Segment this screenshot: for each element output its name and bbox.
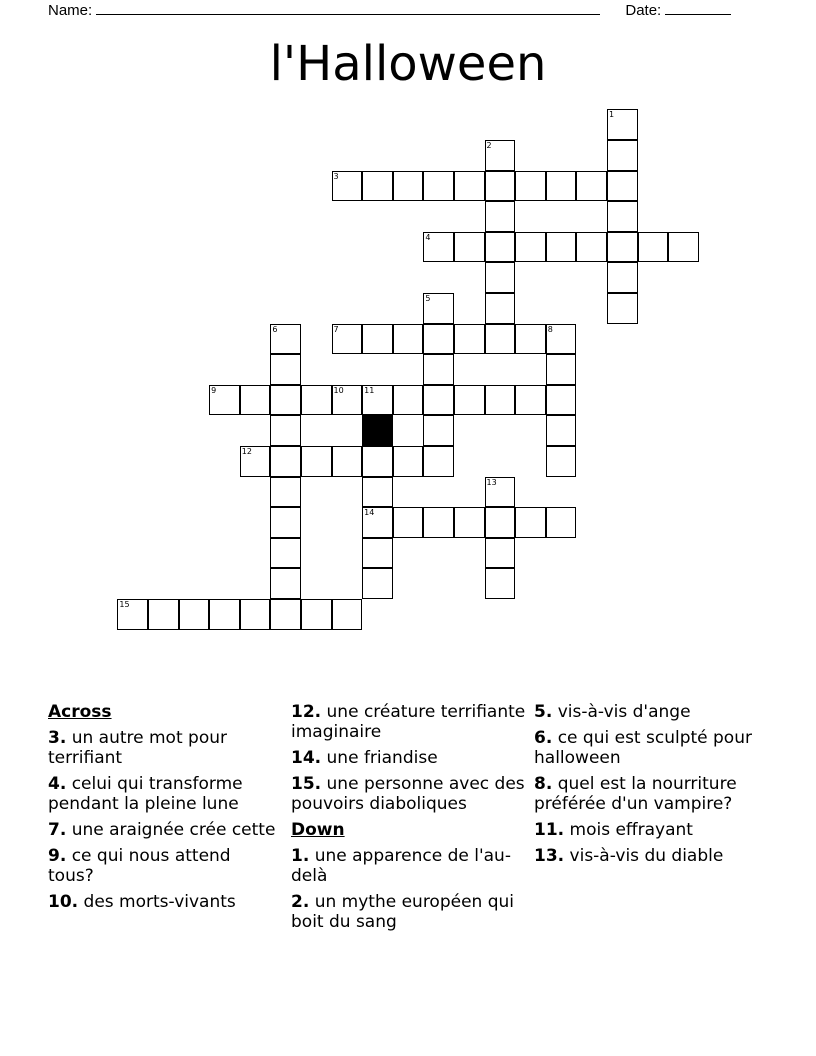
grid-cell[interactable]: [362, 568, 393, 599]
cell-number: 8: [547, 324, 553, 334]
grid-cell[interactable]: [332, 324, 363, 355]
clue-across-14: [291, 748, 527, 768]
grid-cell[interactable]: [485, 507, 516, 538]
cell-number: 14: [364, 508, 375, 518]
grid-cell[interactable]: [393, 507, 424, 538]
grid-cell[interactable]: [332, 385, 363, 416]
grid-cell[interactable]: [148, 599, 179, 630]
grid-cell[interactable]: [485, 140, 516, 171]
grid-cell[interactable]: [270, 477, 301, 508]
grid-cell[interactable]: [485, 171, 516, 202]
clue-text: ce qui nous attend tous?: [48, 846, 231, 886]
clue-number: 4.: [48, 774, 67, 794]
grid-cell[interactable]: [454, 324, 485, 355]
grid-cell[interactable]: [485, 324, 516, 355]
grid-cell[interactable]: [485, 293, 516, 324]
grid-cell[interactable]: [362, 324, 393, 355]
clue-number: 9.: [48, 846, 67, 866]
grid-cell[interactable]: [117, 599, 148, 630]
grid-cell[interactable]: [515, 385, 546, 416]
cell-number: 9: [211, 385, 217, 395]
grid-cell[interactable]: [209, 385, 240, 416]
grid-cell[interactable]: [607, 293, 638, 324]
cell-number: 2: [486, 140, 492, 150]
grid-cell[interactable]: [515, 232, 546, 263]
clue-text: ce qui est sculpté pour halloween: [534, 728, 752, 768]
clue-text: une apparence de l'au-delà: [291, 846, 511, 886]
grid-cell[interactable]: [546, 171, 577, 202]
grid-cell[interactable]: [638, 232, 669, 263]
grid-cell[interactable]: [423, 446, 454, 477]
clue-down-8: [534, 774, 774, 814]
grid-cell[interactable]: [423, 415, 454, 446]
grid-cell[interactable]: [576, 232, 607, 263]
cell-number: 12: [241, 446, 252, 456]
grid-cell[interactable]: [332, 599, 363, 630]
clue-number: 1.: [291, 846, 310, 866]
clue-column-1: [48, 702, 278, 918]
grid-cell[interactable]: [393, 385, 424, 416]
clue-number: 12.: [291, 702, 322, 722]
clue-down-1: [291, 846, 527, 886]
clue-number: 8.: [534, 774, 553, 794]
grid-cell[interactable]: [607, 262, 638, 293]
grid-cell[interactable]: [515, 171, 546, 202]
clue-number: 13.: [534, 846, 565, 866]
clue-number: 3.: [48, 728, 67, 748]
grid-cell[interactable]: [240, 599, 271, 630]
grid-cell[interactable]: [485, 232, 516, 263]
grid-cell[interactable]: [270, 599, 301, 630]
grid-cell[interactable]: [362, 477, 393, 508]
grid-cell[interactable]: [423, 232, 454, 263]
grid-cell[interactable]: [301, 599, 332, 630]
grid-cell[interactable]: [270, 538, 301, 569]
clue-across-10: [48, 892, 278, 912]
clue-text: mois effrayant: [569, 820, 693, 840]
grid-cell[interactable]: [423, 507, 454, 538]
clue-number: 2.: [291, 892, 310, 912]
grid-cell[interactable]: [209, 599, 240, 630]
clue-across-15: [291, 774, 527, 814]
grid-cell[interactable]: [546, 446, 577, 477]
grid-cell[interactable]: [546, 415, 577, 446]
clue-text: une créature terrifiante imaginaire: [291, 702, 526, 742]
cell-number: 11: [364, 385, 375, 395]
grid-cell[interactable]: [607, 171, 638, 202]
clue-across-3: [48, 728, 278, 768]
grid-cell[interactable]: [179, 599, 210, 630]
clue-across-4: [48, 774, 278, 814]
down-heading: Down: [291, 820, 345, 840]
clue-text: un autre mot pour terrifiant: [48, 728, 227, 768]
grid-cell[interactable]: [362, 507, 393, 538]
grid-cell[interactable]: [515, 507, 546, 538]
grid-cell[interactable]: [485, 201, 516, 232]
clue-down-11: [534, 820, 774, 840]
grid-cell[interactable]: [485, 262, 516, 293]
clue-across-12: [291, 702, 527, 742]
clue-down-6: [534, 728, 774, 768]
grid-cell[interactable]: [485, 477, 516, 508]
grid-cell[interactable]: [270, 415, 301, 446]
grid-cell[interactable]: [301, 446, 332, 477]
cell-number: 1: [608, 110, 615, 120]
grid-cell[interactable]: [607, 109, 638, 140]
grid-cell[interactable]: [607, 232, 638, 263]
clue-text: celui qui transforme pendant la pleine lune: [48, 774, 243, 814]
clue-number: 10.: [48, 892, 79, 912]
grid-cell[interactable]: [515, 324, 546, 355]
clue-column-2: [291, 702, 527, 938]
grid-cell[interactable]: [270, 446, 301, 477]
grid-cell[interactable]: [454, 232, 485, 263]
name-label: Name:: [48, 2, 93, 19]
cell-number: 15: [119, 599, 130, 609]
grid-cell[interactable]: [270, 324, 301, 355]
clue-text: des morts-vivants: [83, 892, 236, 912]
grid-cell[interactable]: [454, 385, 485, 416]
grid-cell[interactable]: [240, 446, 271, 477]
grid-cell[interactable]: [546, 232, 577, 263]
date-label: Date:: [625, 2, 662, 19]
grid-cell[interactable]: [546, 324, 577, 355]
grid-cell[interactable]: [270, 507, 301, 538]
grid-cell[interactable]: [454, 507, 485, 538]
grid-block: [362, 415, 393, 446]
grid-cell[interactable]: [668, 232, 699, 263]
cell-number: 3: [333, 171, 339, 181]
grid-cell[interactable]: [423, 293, 454, 324]
page-title: l'Halloween: [269, 36, 547, 92]
grid-cell[interactable]: [362, 385, 393, 416]
grid-cell[interactable]: [393, 324, 424, 355]
grid-cell[interactable]: [362, 538, 393, 569]
clue-text: une friandise: [326, 748, 438, 768]
clue-number: 6.: [534, 728, 553, 748]
clue-text: vis-à-vis d'ange: [557, 702, 691, 722]
grid-cell[interactable]: [576, 171, 607, 202]
clue-across-7: [48, 820, 278, 840]
grid-cell[interactable]: [332, 171, 363, 202]
clue-down-5: [534, 702, 774, 722]
grid-cell[interactable]: [423, 324, 454, 355]
clue-text: un mythe européen qui boit du sang: [291, 892, 515, 932]
grid-cell[interactable]: [423, 171, 454, 202]
grid-cell[interactable]: [485, 538, 516, 569]
grid-cell[interactable]: [423, 354, 454, 385]
clue-number: 14.: [291, 748, 322, 768]
clue-text: vis-à-vis du diable: [569, 846, 724, 866]
grid-cell[interactable]: [607, 201, 638, 232]
clue-across-9: [48, 846, 278, 886]
clue-text: quel est la nourriture préférée d'un vampire?: [534, 774, 737, 814]
grid-cell[interactable]: [301, 385, 332, 416]
cell-number: 4: [425, 232, 431, 242]
cell-number: 6: [272, 324, 278, 334]
clue-number: 7.: [48, 820, 67, 840]
clue-number: 15.: [291, 774, 322, 794]
clue-down-2: [291, 892, 527, 932]
grid-cell[interactable]: [393, 171, 424, 202]
grid-cell[interactable]: [270, 385, 301, 416]
cell-number: 10: [333, 385, 344, 395]
clue-down-13: [534, 846, 774, 866]
grid-cell[interactable]: [607, 140, 638, 171]
grid-cell[interactable]: [270, 354, 301, 385]
clue-column-3: [534, 702, 774, 872]
grid-cell[interactable]: [240, 385, 271, 416]
grid-cell[interactable]: [362, 446, 393, 477]
cell-number: 5: [425, 293, 431, 303]
grid-cell[interactable]: [423, 385, 454, 416]
clue-text: une personne avec des pouvoirs diaboliques: [291, 774, 525, 814]
grid-cell[interactable]: [546, 354, 577, 385]
cell-number: 7: [333, 324, 339, 334]
clue-number: 5.: [534, 702, 553, 722]
clue-text: une araignée crée cette: [71, 820, 276, 840]
grid-cell[interactable]: [362, 171, 393, 202]
grid-cell[interactable]: [546, 507, 577, 538]
grid-cell[interactable]: [485, 568, 516, 599]
grid-cell[interactable]: [546, 385, 577, 416]
across-heading: Across: [48, 702, 112, 722]
grid-cell[interactable]: [332, 446, 363, 477]
cell-number: 13: [486, 477, 497, 487]
grid-cell[interactable]: [270, 568, 301, 599]
grid-cell[interactable]: [485, 385, 516, 416]
clue-number: 11.: [534, 820, 565, 840]
grid-cell[interactable]: [393, 446, 424, 477]
grid-cell[interactable]: [454, 171, 485, 202]
